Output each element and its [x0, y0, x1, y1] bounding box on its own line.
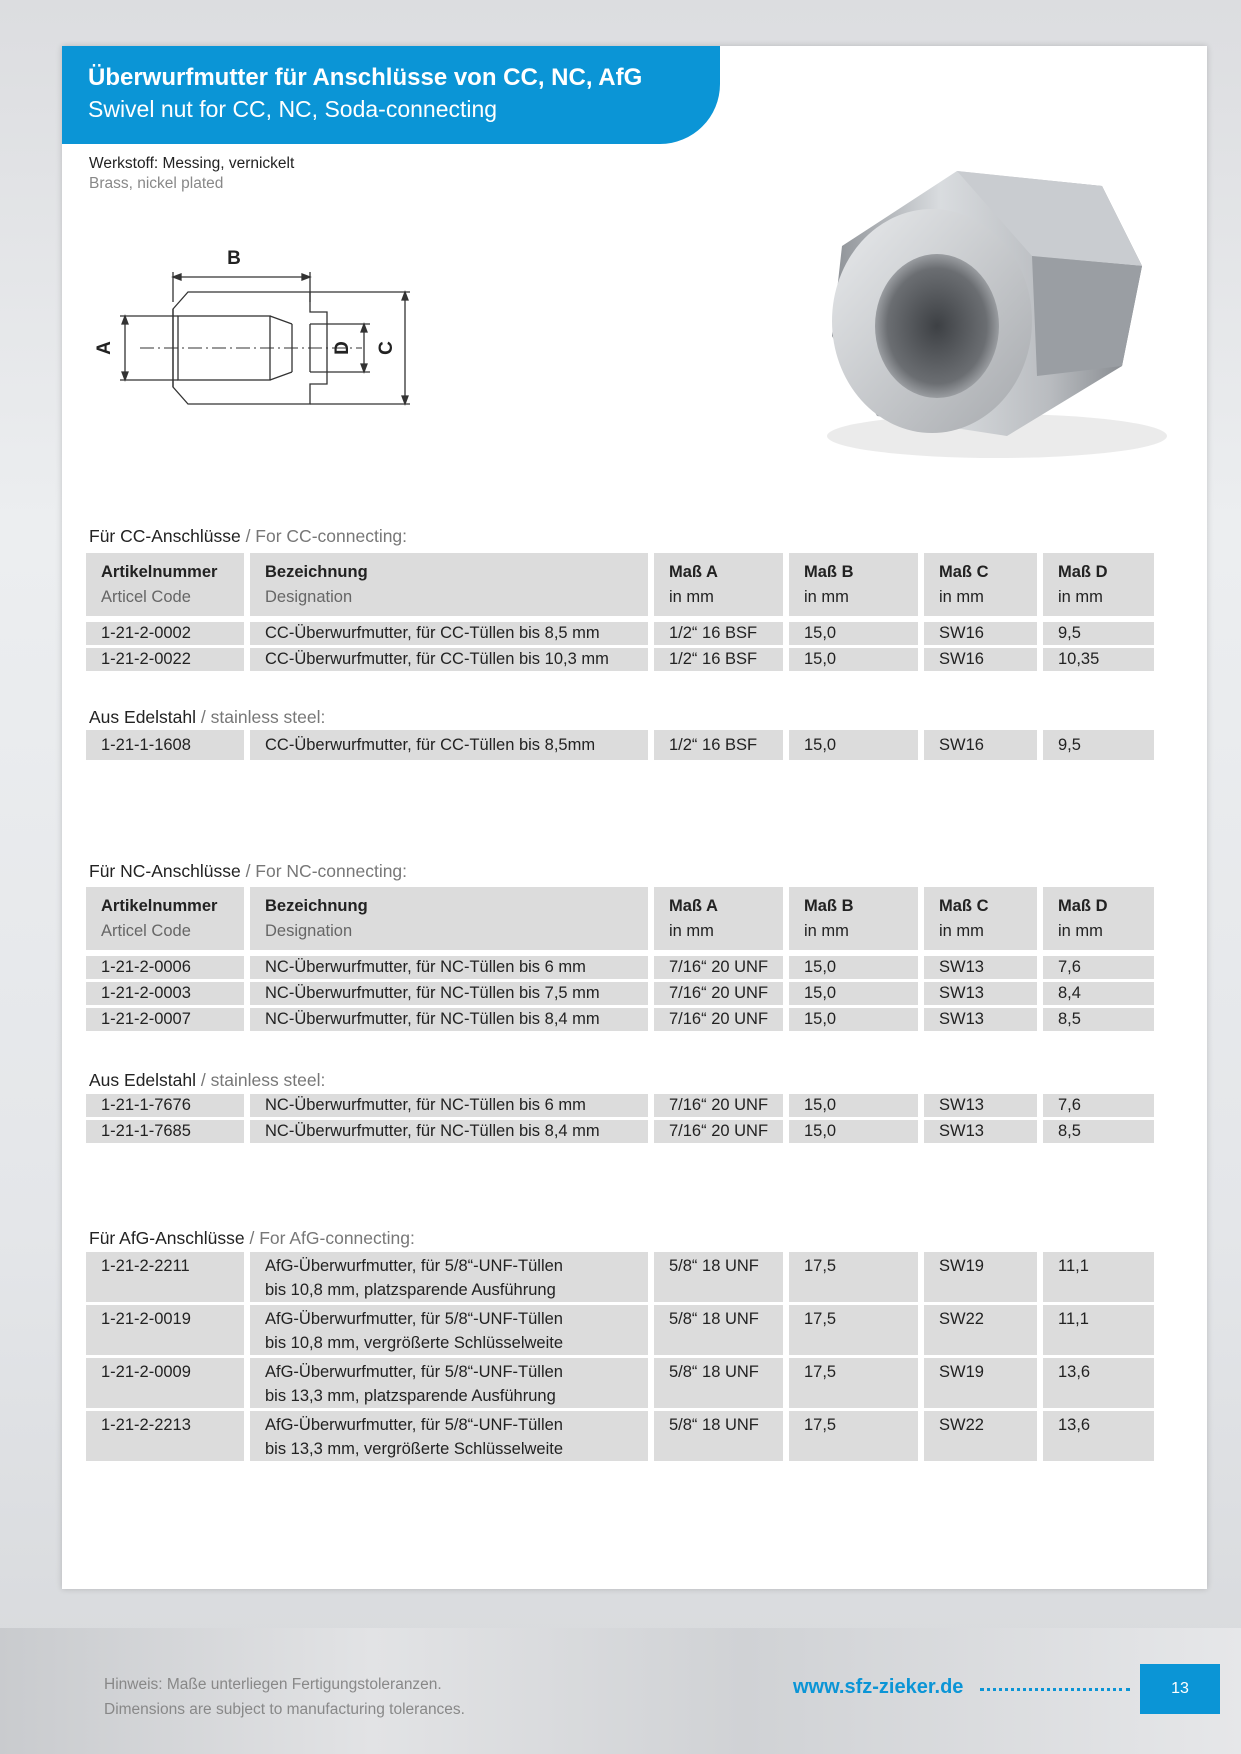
cell-dim-d: 7,6 — [1043, 956, 1154, 979]
footer-note-en: Dimensions are subject to manufacturing tolerances. — [104, 1701, 465, 1718]
cell-designation: NC-Überwurfmutter, für NC-Tüllen bis 6 mm — [250, 956, 648, 979]
cell-article: 1-21-2-0006 — [86, 956, 244, 979]
cell-dim-d: 8,5 — [1043, 1008, 1154, 1031]
cell-designation: AfG-Überwurfmutter, für 5/8“-UNF-Tüllen bis 10,8 mm, vergrößerte Schlüsselweite — [250, 1305, 648, 1355]
cell-dim-d: 13,6 — [1043, 1358, 1154, 1408]
th-article: Artikelnummer Articel Code — [86, 553, 244, 616]
cell-dim-b: 15,0 — [789, 730, 918, 760]
cell-dim-a: 7/16“ 20 UNF — [654, 956, 783, 979]
cell-dim-a: 1/2“ 16 BSF — [654, 730, 783, 760]
material-info — [89, 154, 294, 194]
table-row — [86, 1252, 1154, 1302]
section-title-cc-steel-en: / stainless steel: — [196, 707, 326, 727]
th-dim-b: Maß B in mm — [789, 887, 918, 950]
footer-note-de: Hinweis: Maße unterliegen Fertigungstoleranzen. — [104, 1676, 442, 1693]
table-row — [86, 1358, 1154, 1408]
dotted-leader — [980, 1688, 1130, 1691]
material-en: Brass, nickel plated — [89, 175, 224, 192]
section-title-nc-de: Für NC-Anschlüsse — [89, 861, 241, 881]
cell-dim-a: 7/16“ 20 UNF — [654, 1008, 783, 1031]
cell-dim-b: 15,0 — [789, 1120, 918, 1143]
cell-dim-d: 9,5 — [1043, 622, 1154, 645]
th-dim-d: Maß D in mm — [1043, 887, 1154, 950]
cell-dim-d: 7,6 — [1043, 1094, 1154, 1117]
cell-dim-a: 7/16“ 20 UNF — [654, 1094, 783, 1117]
cell-dim-b: 15,0 — [789, 1094, 918, 1117]
table-row — [86, 648, 1154, 671]
section-title-nc-steel — [89, 1070, 325, 1091]
section-title-nc-steel-en: / stainless steel: — [196, 1070, 326, 1090]
table-row — [86, 622, 1154, 645]
cell-article: 1-21-2-0002 — [86, 622, 244, 645]
cell-dim-a: 1/2“ 16 BSF — [654, 648, 783, 671]
cell-article: 1-21-2-0009 — [86, 1358, 244, 1408]
table-row — [86, 1008, 1154, 1031]
table-row — [86, 956, 1154, 979]
section-title-nc-steel-de: Aus Edelstahl — [89, 1070, 197, 1090]
cell-dim-a: 7/16“ 20 UNF — [654, 1120, 783, 1143]
cell-dim-c: SW22 — [924, 1305, 1037, 1355]
table-nc — [80, 884, 1160, 1034]
cell-designation: NC-Überwurfmutter, für NC-Tüllen bis 7,5 mm — [250, 982, 648, 1005]
cell-dim-c: SW16 — [924, 648, 1037, 671]
catalog-page — [62, 46, 1207, 1589]
cell-dim-d: 11,1 — [1043, 1252, 1154, 1302]
dim-label-d: D — [332, 341, 353, 355]
page-title: Überwurfmutter für Anschlüsse von CC, NC, AfG — [88, 64, 643, 91]
table-cc-steel — [80, 727, 1160, 763]
material-de: Werkstoff: Messing, vernickelt — [89, 155, 295, 172]
cell-designation: AfG-Überwurfmutter, für 5/8“-UNF-Tüllen bis 13,3 mm, platzsparende Ausführung — [250, 1358, 648, 1408]
th-designation: Bezeichnung Designation — [250, 887, 648, 950]
section-title-cc — [89, 526, 407, 547]
table-row — [86, 1411, 1154, 1461]
section-title-nc — [89, 861, 407, 882]
section-title-afg — [89, 1228, 415, 1249]
cell-designation: CC-Überwurfmutter, für CC-Tüllen bis 10,3 mm — [250, 648, 648, 671]
title-banner — [62, 46, 720, 144]
section-title-afg-en: / For AfG-connecting: — [244, 1228, 415, 1248]
table-row — [86, 982, 1154, 1005]
section-title-cc-steel — [89, 707, 325, 728]
cell-dim-b: 17,5 — [789, 1252, 918, 1302]
section-title-afg-de: Für AfG-Anschlüsse — [89, 1228, 245, 1248]
cell-dim-a: 1/2“ 16 BSF — [654, 622, 783, 645]
cell-article: 1-21-2-0003 — [86, 982, 244, 1005]
cell-article: 1-21-2-0019 — [86, 1305, 244, 1355]
cell-dim-a: 7/16“ 20 UNF — [654, 982, 783, 1005]
cell-dim-b: 15,0 — [789, 648, 918, 671]
table-header-row — [86, 553, 1154, 616]
cell-dim-b: 15,0 — [789, 982, 918, 1005]
cell-article: 1-21-2-0007 — [86, 1008, 244, 1031]
section-title-nc-en: / For NC-connecting: — [240, 861, 408, 881]
table-cc — [80, 550, 1160, 674]
cell-designation: NC-Überwurfmutter, für NC-Tüllen bis 8,4 mm — [250, 1120, 648, 1143]
cell-dim-b: 17,5 — [789, 1358, 918, 1408]
cell-dim-a: 5/8“ 18 UNF — [654, 1305, 783, 1355]
dim-label-a: A — [94, 341, 115, 355]
th-dim-a: Maß A in mm — [654, 887, 783, 950]
cell-dim-c: SW16 — [924, 622, 1037, 645]
cell-dim-c: SW13 — [924, 1008, 1037, 1031]
th-article: Artikelnummer Articel Code — [86, 887, 244, 950]
cell-dim-c: SW22 — [924, 1411, 1037, 1461]
cell-designation: NC-Überwurfmutter, für NC-Tüllen bis 6 mm — [250, 1094, 648, 1117]
table-row — [86, 730, 1154, 760]
cell-dim-c: SW13 — [924, 1094, 1037, 1117]
th-dim-a: Maß A in mm — [654, 553, 783, 616]
cell-designation: CC-Überwurfmutter, für CC-Tüllen bis 8,5 mm — [250, 622, 648, 645]
cell-dim-d: 13,6 — [1043, 1411, 1154, 1461]
website-link[interactable]: www.sfz-zieker.de — [793, 1676, 964, 1698]
table-row — [86, 1120, 1154, 1143]
cell-dim-c: SW19 — [924, 1252, 1037, 1302]
footer-note — [104, 1672, 465, 1722]
cell-article: 1-21-2-2211 — [86, 1252, 244, 1302]
table-afg — [80, 1249, 1160, 1464]
cell-dim-b: 15,0 — [789, 956, 918, 979]
page-number: 13 — [1140, 1664, 1220, 1714]
technical-drawing — [80, 214, 490, 494]
table-nc-steel — [80, 1091, 1160, 1146]
cell-dim-d: 8,5 — [1043, 1120, 1154, 1143]
cell-dim-c: SW13 — [924, 982, 1037, 1005]
cell-dim-c: SW13 — [924, 1120, 1037, 1143]
dim-label-c: C — [376, 341, 397, 355]
th-dim-b: Maß B in mm — [789, 553, 918, 616]
cell-designation: AfG-Überwurfmutter, für 5/8“-UNF-Tüllen bis 13,3 mm, vergrößerte Schlüsselweite — [250, 1411, 648, 1461]
table-header-row — [86, 887, 1154, 950]
cell-dim-d: 10,35 — [1043, 648, 1154, 671]
cell-dim-b: 17,5 — [789, 1411, 918, 1461]
section-title-cc-steel-de: Aus Edelstahl — [89, 707, 197, 727]
cell-designation: AfG-Überwurfmutter, für 5/8“-UNF-Tüllen bis 10,8 mm, platzsparende Ausführung — [250, 1252, 648, 1302]
table-row — [86, 1094, 1154, 1117]
dim-label-b: B — [227, 248, 241, 269]
cell-dim-a: 5/8“ 18 UNF — [654, 1358, 783, 1408]
cell-article: 1-21-1-1608 — [86, 730, 244, 760]
th-dim-c: Maß C in mm — [924, 887, 1037, 950]
cell-dim-d: 11,1 — [1043, 1305, 1154, 1355]
cell-dim-d: 8,4 — [1043, 982, 1154, 1005]
cell-dim-b: 15,0 — [789, 1008, 918, 1031]
cell-article: 1-21-1-7676 — [86, 1094, 244, 1117]
page-subtitle: Swivel nut for CC, NC, Soda-connecting — [88, 96, 498, 122]
table-row — [86, 1305, 1154, 1355]
th-designation: Bezeichnung Designation — [250, 553, 648, 616]
cell-dim-b: 15,0 — [789, 622, 918, 645]
cell-dim-a: 5/8“ 18 UNF — [654, 1411, 783, 1461]
cell-article: 1-21-1-7685 — [86, 1120, 244, 1143]
section-title-cc-de: Für CC-Anschlüsse — [89, 526, 241, 546]
cell-dim-c: SW19 — [924, 1358, 1037, 1408]
cell-dim-c: SW13 — [924, 956, 1037, 979]
cell-dim-c: SW16 — [924, 730, 1037, 760]
cell-designation: NC-Überwurfmutter, für NC-Tüllen bis 8,4 mm — [250, 1008, 648, 1031]
cell-article: 1-21-2-0022 — [86, 648, 244, 671]
cell-dim-d: 9,5 — [1043, 730, 1154, 760]
section-title-cc-en: / For CC-connecting: — [240, 526, 408, 546]
product-photo — [782, 116, 1187, 516]
cell-designation: CC-Überwurfmutter, für CC-Tüllen bis 8,5mm — [250, 730, 648, 760]
th-dim-d: Maß D in mm — [1043, 553, 1154, 616]
cell-article: 1-21-2-2213 — [86, 1411, 244, 1461]
cell-dim-b: 17,5 — [789, 1305, 918, 1355]
cell-dim-a: 5/8“ 18 UNF — [654, 1252, 783, 1302]
th-dim-c: Maß C in mm — [924, 553, 1037, 616]
